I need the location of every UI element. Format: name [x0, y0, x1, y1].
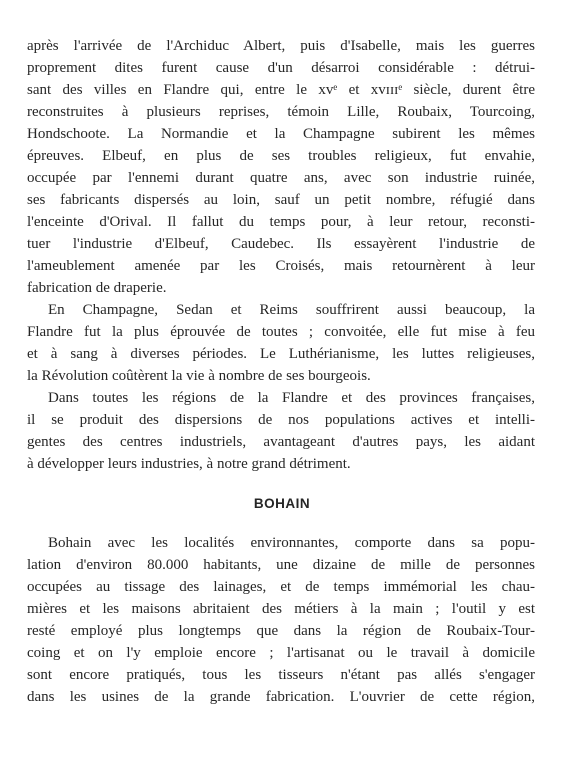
text-line: et à sang à diverses périodes. Le Luthérianisme, les luttes religieuses,: [27, 346, 535, 362]
text-line: gentes des centres industriels, avantageant d'autres pays, les aidant: [27, 434, 535, 450]
text-line: Hondschoote. La Normandie et la Champagne subirent les mêmes: [27, 126, 535, 142]
text-line: la Révolution coûtèrent la vie à nombre de ses bourgeois.: [27, 368, 371, 384]
text-line: Dans toutes les régions de la Flandre et des provinces françaises,: [48, 390, 535, 406]
text-line: sont encore pratiqués, tous les tisseurs n'étant pas allés s'engager: [27, 667, 535, 683]
text-line: lation d'environ 80.000 habitants, une dizaine de mille de personnes: [27, 557, 535, 573]
text-line: à développer leurs industries, à notre grand détriment.: [27, 456, 351, 472]
text-line: reconstruites à plusieurs reprises, témoin Lille, Roubaix, Tourcoing,: [27, 104, 535, 120]
text-line: Bohain avec les localités environnantes, comporte dans sa popu-: [48, 535, 535, 551]
text-line: ses fabricants dispersés au loin, sauf un petit nombre, réfugié dans: [27, 192, 535, 208]
text-line: il se produit des dispersions de nos populations actives et intelli-: [27, 412, 535, 428]
text-line: mières et les maisons abritaient des métiers à la main ; l'outil y est: [27, 601, 535, 617]
text-line: l'enceinte d'Orival. Il fallut du temps pour, à leur retour, reconsti-: [27, 214, 535, 230]
text-line: resté employé plus longtemps que dans la région de Roubaix-Tour-: [27, 623, 535, 639]
text-line: l'ameublement amenée par les Croisés, mais retournèrent à leur: [27, 258, 535, 274]
text-line: dans les usines de la grande fabrication. L'ouvrier de cette région,: [27, 689, 535, 705]
text-line: sant des villes en Flandre qui, entre le xvᵉ et xvɪɪɪᵉ siècle, durent être: [27, 82, 535, 98]
text-line: occupées au tissage des lainages, et de temps immémorial les chau-: [27, 579, 535, 595]
text-line: tuer l'industrie d'Elbeuf, Caudebec. Ils essayèrent l'industrie de: [27, 236, 535, 252]
text-line: occupée par l'ennemi durant quatre ans, avec son industrie ruinée,: [27, 170, 535, 186]
text-line: Flandre fut la plus éprouvée de toutes ; convoitée, elle fut mise à feu: [27, 324, 535, 340]
text-line: coing et on l'y emploie encore ; l'artisanat ou le travail à domicile: [27, 645, 535, 661]
text-line: épreuves. Elbeuf, en plus de ses troubles religieux, fut envahie,: [27, 148, 535, 164]
text-line: proprement dites furent cause d'un désarroi considérable : détrui-: [27, 60, 535, 76]
section-heading: BOHAIN: [253, 496, 311, 511]
text-line: En Champagne, Sedan et Reims souffrirent aussi beaucoup, la: [48, 302, 535, 318]
text-line: après l'arrivée de l'Archiduc Albert, puis d'Isabelle, mais les guerres: [27, 38, 535, 54]
text-line: fabrication de draperie.: [27, 280, 167, 296]
